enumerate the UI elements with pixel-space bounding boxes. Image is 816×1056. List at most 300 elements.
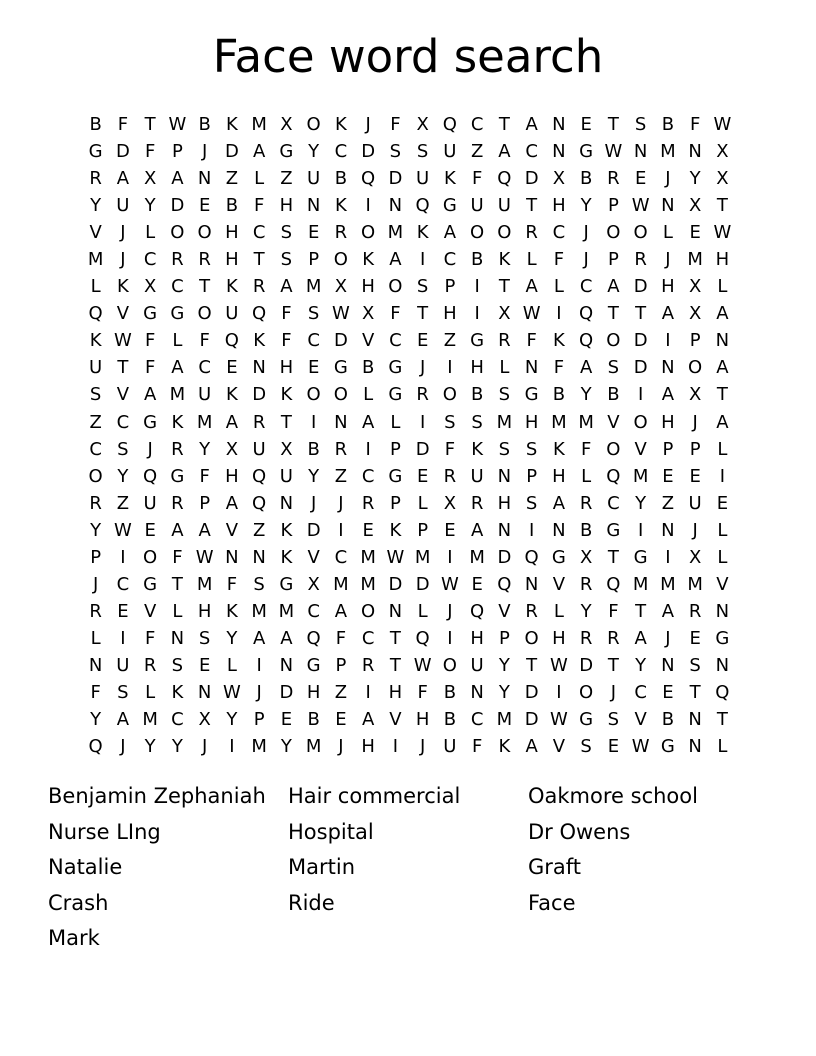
grid-letter: T xyxy=(607,546,619,568)
grid-letter: B xyxy=(661,114,675,136)
grid-letter: P xyxy=(199,492,211,514)
grid-letter: Z xyxy=(280,168,293,190)
grid-letter: U xyxy=(688,492,702,514)
grid-letter: J xyxy=(120,222,126,244)
grid-letter: V xyxy=(552,736,566,758)
grid-letter: Y xyxy=(498,654,510,676)
grid-letter: R xyxy=(416,384,429,406)
grid-letter: I xyxy=(120,546,126,568)
word-list-item: Crash xyxy=(48,890,109,915)
grid-letter: F xyxy=(608,600,619,622)
grid-letter: W xyxy=(713,114,732,136)
grid-letter: N xyxy=(306,195,321,217)
grid-letter: R xyxy=(334,222,348,244)
grid-letter: K xyxy=(443,168,456,190)
grid-letter: T xyxy=(117,357,129,379)
grid-letter: I xyxy=(365,682,371,703)
grid-letter: T xyxy=(526,195,538,217)
grid-letter: J xyxy=(665,627,671,649)
grid-letter: G xyxy=(715,627,730,649)
grid-letter: N xyxy=(552,141,566,163)
grid-letter: A xyxy=(198,519,211,541)
grid-letter: Y xyxy=(90,709,102,731)
grid-letter: F xyxy=(471,736,483,758)
grid-letter: W xyxy=(222,682,241,703)
grid-letter: L xyxy=(417,600,428,622)
grid-letter: H xyxy=(361,736,375,758)
grid-letter: M xyxy=(251,600,267,622)
grid-letter: J xyxy=(665,168,671,190)
grid-letter: R xyxy=(89,168,102,190)
grid-letter: J xyxy=(692,519,698,541)
grid-letter: O xyxy=(88,465,103,487)
grid-letter: A xyxy=(225,411,239,433)
grid-letter: Q xyxy=(415,195,430,217)
grid-letter: G xyxy=(170,465,185,487)
grid-letter: Y xyxy=(90,519,102,541)
grid-letter: O xyxy=(579,682,594,703)
grid-letter: M xyxy=(169,384,186,406)
grid-letter: P xyxy=(607,249,619,271)
grid-letter: D xyxy=(279,682,294,703)
grid-letter: K xyxy=(498,736,511,758)
grid-letter: S xyxy=(607,357,620,379)
grid-letter: K xyxy=(498,249,511,271)
grid-letter: V xyxy=(307,546,320,568)
grid-letter: Y xyxy=(226,709,238,731)
grid-letter: N xyxy=(334,411,348,433)
grid-letter: I xyxy=(392,736,399,758)
grid-letter: K xyxy=(89,330,102,352)
grid-letter: M xyxy=(660,141,676,163)
grid-letter: L xyxy=(90,276,101,298)
grid-letter: O xyxy=(633,222,648,244)
grid-letter: Z xyxy=(470,141,484,163)
grid-letter: X xyxy=(280,438,293,460)
grid-letter: A xyxy=(607,276,620,298)
word-list-item: Hair commercial xyxy=(288,784,461,808)
grid-letter: X xyxy=(334,276,348,298)
grid-letter: R xyxy=(579,573,593,595)
grid-letter: Y xyxy=(635,654,647,676)
grid-letter: I xyxy=(365,438,371,460)
grid-letter: P xyxy=(389,492,401,514)
grid-letter: Y xyxy=(580,600,592,622)
grid-letter: X xyxy=(716,168,729,190)
word-list-item: Ride xyxy=(288,890,335,915)
grid-letter: G xyxy=(88,141,103,163)
grid-letter: Q xyxy=(88,736,103,758)
grid-letter: A xyxy=(716,303,729,325)
grid-letter: H xyxy=(388,682,403,703)
grid-letter: F xyxy=(199,465,210,487)
grid-letter: C xyxy=(634,682,647,703)
grid-letter: A xyxy=(116,709,130,731)
grid-letter: J xyxy=(692,411,698,433)
grid-letter: M xyxy=(496,709,513,731)
grid-letter: H xyxy=(361,276,375,298)
grid-letter: A xyxy=(716,411,729,433)
grid-letter: O xyxy=(361,222,376,244)
grid-letter: N xyxy=(470,682,484,703)
grid-letter: P xyxy=(689,438,701,460)
grid-letter: M xyxy=(305,736,322,758)
grid-letter: M xyxy=(196,411,213,433)
grid-letter: O xyxy=(170,222,185,244)
grid-letter: U xyxy=(470,654,484,676)
grid-letter: B xyxy=(579,168,593,190)
grid-letter: O xyxy=(442,654,457,676)
grid-letter: T xyxy=(607,654,619,676)
grid-letter: B xyxy=(334,168,348,190)
grid-letter: R xyxy=(252,276,266,298)
grid-letter: J xyxy=(365,114,371,136)
grid-letter: I xyxy=(310,411,317,433)
grid-letter: W xyxy=(331,303,350,325)
grid-letter: U xyxy=(89,357,103,379)
grid-letter: C xyxy=(143,249,157,271)
grid-letter: A xyxy=(498,141,511,163)
grid-letter: S xyxy=(498,384,511,406)
grid-letter: E xyxy=(689,465,701,487)
grid-letter: S xyxy=(525,492,538,514)
grid-letter: N xyxy=(688,141,702,163)
grid-letter: D xyxy=(115,141,130,163)
grid-letter: E xyxy=(226,357,238,379)
grid-letter: K xyxy=(171,411,184,433)
grid-letter: O xyxy=(143,546,158,568)
grid-letter: S xyxy=(416,276,429,298)
grid-letter: G xyxy=(579,709,594,731)
grid-letter: E xyxy=(198,654,211,676)
word-list xyxy=(48,779,768,957)
grid-letter: X xyxy=(688,546,702,568)
grid-letter: A xyxy=(361,709,375,731)
grid-letter: S xyxy=(307,303,320,325)
grid-letter: R xyxy=(334,438,348,460)
grid-letter: G xyxy=(660,736,675,758)
grid-letter: E xyxy=(198,195,211,217)
grid-letter: M xyxy=(469,546,485,568)
grid-letter: L xyxy=(717,736,728,758)
grid-letter: M xyxy=(196,573,213,595)
grid-letter: I xyxy=(665,546,671,568)
grid-letter: A xyxy=(443,222,457,244)
word-list-column xyxy=(528,779,768,957)
grid-letter: T xyxy=(171,573,183,595)
grid-letter: K xyxy=(362,249,375,271)
grid-letter: L xyxy=(717,276,728,298)
grid-letter: R xyxy=(361,654,375,676)
grid-letter: L xyxy=(581,465,592,487)
grid-letter: G xyxy=(333,357,348,379)
grid-letter: P xyxy=(253,709,265,731)
grid-letter: W xyxy=(549,654,568,676)
grid-letter: X xyxy=(688,384,702,406)
grid-letter: Q xyxy=(442,114,457,136)
grid-letter: K xyxy=(334,195,347,217)
grid-letter: V xyxy=(143,600,157,622)
grid-letter: F xyxy=(417,682,428,703)
grid-letter: S xyxy=(253,573,265,595)
grid-letter: C xyxy=(334,546,348,568)
grid-letter: H xyxy=(552,195,566,217)
grid-letter: C xyxy=(607,492,620,514)
grid-letter: Z xyxy=(334,465,348,487)
grid-letter: H xyxy=(225,249,239,271)
grid-letter: E xyxy=(307,357,320,379)
grid-letter: C xyxy=(443,249,457,271)
grid-letter: V xyxy=(634,709,647,731)
grid-letter: X xyxy=(688,303,702,325)
grid-letter: P xyxy=(444,276,456,298)
grid-letter: W xyxy=(549,709,568,731)
grid-letter: A xyxy=(634,627,647,649)
grid-letter: K xyxy=(334,114,347,136)
grid-letter: O xyxy=(333,249,348,271)
grid-letter: X xyxy=(443,492,457,514)
grid-letter: B xyxy=(607,384,620,406)
grid-letter: J xyxy=(419,736,426,758)
grid-letter: R xyxy=(171,492,184,514)
grid-letter: O xyxy=(333,384,348,406)
grid-letter: Y xyxy=(580,384,592,406)
grid-letter: X xyxy=(143,168,157,190)
grid-letter: Y xyxy=(498,682,510,703)
word-list-item: Graft xyxy=(528,855,582,880)
grid-letter: J xyxy=(92,573,99,595)
grid-letter: B xyxy=(361,357,375,379)
grid-letter: X xyxy=(552,168,566,190)
grid-letter: Q xyxy=(470,600,485,622)
grid-letter: M xyxy=(251,114,267,136)
grid-letter: L xyxy=(254,168,265,190)
grid-letter: M xyxy=(387,222,404,244)
grid-letter: F xyxy=(553,357,565,379)
grid-letter: F xyxy=(144,141,156,163)
grid-letter: M xyxy=(687,573,703,595)
grid-letter: I xyxy=(256,654,262,676)
grid-letter: B xyxy=(198,114,211,136)
grid-letter: W xyxy=(195,546,214,568)
grid-letter: K xyxy=(225,114,238,136)
grid-letter: M xyxy=(251,736,267,758)
grid-letter: K xyxy=(225,276,238,298)
grid-letter: Z xyxy=(334,682,348,703)
grid-letter: I xyxy=(665,330,671,352)
grid-letter: L xyxy=(417,492,428,514)
grid-letter: L xyxy=(90,627,101,649)
grid-letter: F xyxy=(226,573,238,595)
grid-letter: Q xyxy=(606,465,621,487)
grid-letter: B xyxy=(579,519,593,541)
grid-letter: O xyxy=(306,384,321,406)
grid-letter: Y xyxy=(635,492,647,514)
grid-letter: T xyxy=(144,114,156,136)
grid-letter: K xyxy=(471,438,484,460)
grid-letter: N xyxy=(197,168,212,190)
grid-letter: Y xyxy=(308,465,320,487)
grid-letter: H xyxy=(225,465,239,487)
grid-letter: G xyxy=(524,384,539,406)
grid-letter: Y xyxy=(144,195,156,217)
grid-letter: L xyxy=(717,519,728,541)
grid-letter: U xyxy=(443,141,457,163)
grid-letter: Y xyxy=(199,438,211,460)
grid-letter: Q xyxy=(252,465,267,487)
grid-letter: P xyxy=(526,465,538,487)
grid-letter: Y xyxy=(117,465,129,487)
grid-letter: Y xyxy=(90,195,102,217)
grid-letter: V xyxy=(361,330,375,352)
grid-letter: O xyxy=(497,222,512,244)
grid-letter: X xyxy=(416,114,429,136)
grid-letter: N xyxy=(688,709,702,731)
grid-letter: J xyxy=(338,492,344,514)
grid-letter: E xyxy=(416,330,429,352)
grid-letter: H xyxy=(415,709,430,731)
grid-letter: S xyxy=(580,736,592,758)
grid-letter: A xyxy=(661,384,675,406)
grid-letter: D xyxy=(524,682,539,703)
grid-letter: N xyxy=(497,465,512,487)
grid-letter: K xyxy=(552,330,565,352)
grid-letter: R xyxy=(470,492,484,514)
grid-letter: L xyxy=(390,411,401,433)
grid-letter: S xyxy=(525,438,538,460)
grid-letter: A xyxy=(716,357,729,379)
grid-letter: D xyxy=(388,168,403,190)
grid-letter: S xyxy=(171,654,184,676)
grid-letter: Q xyxy=(306,627,321,649)
grid-letter: V xyxy=(607,411,620,433)
grid-letter: G xyxy=(279,573,294,595)
grid-letter: T xyxy=(607,303,619,325)
grid-letter: S xyxy=(117,682,129,703)
grid-letter: N xyxy=(661,519,675,541)
grid-letter: R xyxy=(252,411,266,433)
grid-letter: N xyxy=(661,654,675,676)
grid-letter: U xyxy=(116,195,130,217)
grid-letter: U xyxy=(470,195,484,217)
grid-letter: K xyxy=(389,519,402,541)
grid-letter: B xyxy=(89,114,102,136)
grid-letter: C xyxy=(89,438,102,460)
grid-letter: I xyxy=(719,465,726,487)
grid-letter: N xyxy=(388,600,403,622)
grid-letter: C xyxy=(252,222,266,244)
grid-letter: N xyxy=(715,654,730,676)
grid-letter: K xyxy=(253,330,266,352)
grid-letter: T xyxy=(498,114,510,136)
grid-letter: V xyxy=(552,573,566,595)
grid-letter: N xyxy=(661,357,675,379)
grid-letter: P xyxy=(90,546,102,568)
grid-letter: H xyxy=(225,222,239,244)
grid-letter: S xyxy=(689,654,701,676)
grid-letter: Q xyxy=(497,168,512,190)
grid-letter: Y xyxy=(280,736,292,758)
grid-letter: B xyxy=(443,709,457,731)
grid-letter: I xyxy=(365,195,371,217)
grid-letter: V xyxy=(225,519,239,541)
grid-letter: F xyxy=(281,303,292,325)
grid-letter: F xyxy=(444,438,456,460)
grid-letter: P xyxy=(662,438,674,460)
grid-letter: F xyxy=(335,627,347,649)
grid-letter: T xyxy=(607,114,619,136)
grid-letter: S xyxy=(471,411,483,433)
grid-letter: R xyxy=(607,627,620,649)
grid-letter: K xyxy=(116,276,129,298)
grid-letter: F xyxy=(281,330,292,352)
grid-letter: R xyxy=(361,492,375,514)
grid-letter: K xyxy=(280,519,293,541)
grid-letter: S xyxy=(444,411,456,433)
grid-letter: E xyxy=(607,736,620,758)
grid-letter: X xyxy=(498,303,511,325)
grid-letter: Q xyxy=(524,546,539,568)
grid-letter: S xyxy=(607,709,620,731)
grid-letter: G xyxy=(143,573,158,595)
grid-letter: S xyxy=(389,141,402,163)
grid-letter: B xyxy=(225,195,239,217)
grid-letter: Q xyxy=(252,492,267,514)
grid-letter: L xyxy=(553,276,564,298)
grid-letter: O xyxy=(197,222,212,244)
grid-letter: K xyxy=(552,438,565,460)
grid-letter: T xyxy=(498,276,510,298)
grid-letter: Y xyxy=(226,627,238,649)
grid-letter: F xyxy=(144,357,156,379)
grid-letter: A xyxy=(116,168,130,190)
grid-letter: Z xyxy=(661,492,675,514)
grid-letter: D xyxy=(524,168,539,190)
grid-letter: P xyxy=(335,654,347,676)
grid-letter: J xyxy=(120,736,126,758)
grid-letter: U xyxy=(416,168,430,190)
grid-letter: P xyxy=(417,519,429,541)
grid-letter: D xyxy=(170,195,185,217)
grid-letter: P xyxy=(389,438,401,460)
grid-letter: Y xyxy=(689,168,701,190)
grid-letter: Q xyxy=(88,303,103,325)
grid-letter: V xyxy=(498,600,511,622)
grid-letter: I xyxy=(637,384,644,406)
grid-letter: H xyxy=(552,627,566,649)
grid-letter: A xyxy=(525,114,538,136)
grid-letter: Y xyxy=(308,141,320,163)
grid-letter: D xyxy=(333,330,348,352)
grid-letter: G xyxy=(170,303,185,325)
grid-letter: J xyxy=(256,682,262,703)
grid-letter: R xyxy=(89,492,102,514)
grid-letter: T xyxy=(389,627,401,649)
grid-letter: N xyxy=(552,519,566,541)
grid-letter: J xyxy=(201,141,208,163)
grid-letter: M xyxy=(305,276,322,298)
grid-letter: H xyxy=(279,357,294,379)
grid-letter: G xyxy=(579,141,594,163)
grid-letter: N xyxy=(497,519,512,541)
grid-letter: T xyxy=(716,195,728,217)
grid-letter: I xyxy=(447,357,453,379)
grid-letter: H xyxy=(497,492,512,514)
grid-letter: D xyxy=(633,276,648,298)
grid-letter: T xyxy=(280,411,292,433)
grid-letter: T xyxy=(689,682,701,703)
grid-letter: D xyxy=(361,141,376,163)
